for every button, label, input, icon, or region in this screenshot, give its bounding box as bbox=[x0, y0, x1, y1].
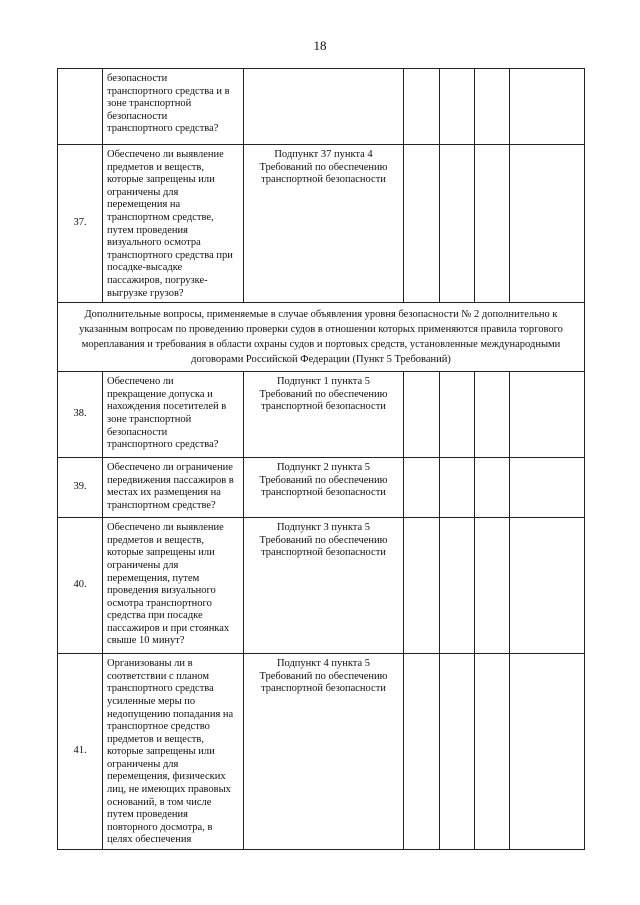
answer-na-cell bbox=[475, 69, 510, 145]
row-number: 38. bbox=[58, 372, 103, 458]
answer-yes-cell bbox=[404, 145, 440, 303]
answer-yes-cell bbox=[404, 372, 440, 458]
table-row bbox=[58, 518, 585, 654]
row-number: 37. bbox=[58, 145, 103, 303]
comment-cell bbox=[510, 458, 585, 518]
table-row bbox=[58, 145, 585, 303]
comment-cell bbox=[510, 654, 585, 850]
section-heading: Дополнительные вопросы, применяемые в случае объявления уровня безопасности № 2 дополнительно к указанным вопросам по проведению проверки судов в отношении которых применяются правила торгового мореплавания и требования в области охраны судов и портовых средств, установленные международными договорами Российской Федерации (Пункт 5 Требований) bbox=[58, 303, 585, 372]
answer-yes-cell bbox=[404, 69, 440, 145]
table-row bbox=[58, 69, 585, 145]
comment-cell bbox=[510, 372, 585, 458]
question-cell: Обеспечено ли выявление предметов и веществ, которые запрещены или ограничены для перемещения на транспортном средстве, путем проведения визуального осмотра транспортного средства при посадке-высадке пассажиров, погрузке- выгрузке грузов? bbox=[103, 145, 244, 303]
checklist-table bbox=[57, 68, 585, 850]
basis-cell: Подпункт 3 пункта 5 Требований по обеспечению транспортной безопасности bbox=[244, 518, 404, 654]
answer-no-cell bbox=[440, 654, 475, 850]
answer-na-cell bbox=[475, 458, 510, 518]
row-number: 40. bbox=[58, 518, 103, 654]
answer-yes-cell bbox=[404, 654, 440, 850]
answer-no-cell bbox=[440, 372, 475, 458]
comment-cell bbox=[510, 518, 585, 654]
basis-cell: Подпункт 2 пункта 5 Требований по обеспечению транспортной безопасности bbox=[244, 458, 404, 518]
row-number bbox=[58, 69, 103, 145]
answer-na-cell bbox=[475, 145, 510, 303]
answer-yes-cell bbox=[404, 458, 440, 518]
answer-no-cell bbox=[440, 518, 475, 654]
question-cell: Организованы ли в соответствии с планом транспортного средства усиленные меры по недопущению попадания на транспортное средство предметов и веществ, которые запрещены или ограничены для перемещения, физических лиц, не имеющих правовых оснований, в том числе путем проведения повторного досмотра, в целях обеспечения bbox=[103, 654, 244, 850]
row-number: 41. bbox=[58, 654, 103, 850]
answer-na-cell bbox=[475, 654, 510, 850]
table-row bbox=[58, 372, 585, 458]
table-row bbox=[58, 458, 585, 518]
question-cell: Обеспечено ли ограничение передвижения пассажиров в местах их размещения на транспортном средстве? bbox=[103, 458, 244, 518]
answer-no-cell bbox=[440, 69, 475, 145]
question-cell: безопасности транспортного средства и в зоне транспортной безопасности транспортного средства? bbox=[103, 69, 244, 145]
row-number: 39. bbox=[58, 458, 103, 518]
basis-cell: Подпункт 1 пункта 5 Требований по обеспечению транспортной безопасности bbox=[244, 372, 404, 458]
comment-cell bbox=[510, 69, 585, 145]
question-cell: Обеспечено ли выявление предметов и веществ, которые запрещены или ограничены для перемещения, путем проведения визуального осмотра транспортного средства при посадке пассажиров и при стоянках свыше 10 минут? bbox=[103, 518, 244, 654]
page-number: 18 bbox=[313, 38, 327, 53]
answer-no-cell bbox=[440, 458, 475, 518]
comment-cell bbox=[510, 145, 585, 303]
basis-cell bbox=[244, 69, 404, 145]
answer-na-cell bbox=[475, 372, 510, 458]
answer-no-cell bbox=[440, 145, 475, 303]
question-cell: Обеспечено ли прекращение допуска и нахождения посетителей в зоне транспортной безопасности транспортного средства? bbox=[103, 372, 244, 458]
basis-cell: Подпункт 37 пункта 4 Требований по обеспечению транспортной безопасности bbox=[244, 145, 404, 303]
answer-na-cell bbox=[475, 518, 510, 654]
table-row bbox=[58, 654, 585, 850]
section-heading-row bbox=[58, 303, 585, 372]
answer-yes-cell bbox=[404, 518, 440, 654]
basis-cell: Подпункт 4 пункта 5 Требований по обеспечению транспортной безопасности bbox=[244, 654, 404, 850]
